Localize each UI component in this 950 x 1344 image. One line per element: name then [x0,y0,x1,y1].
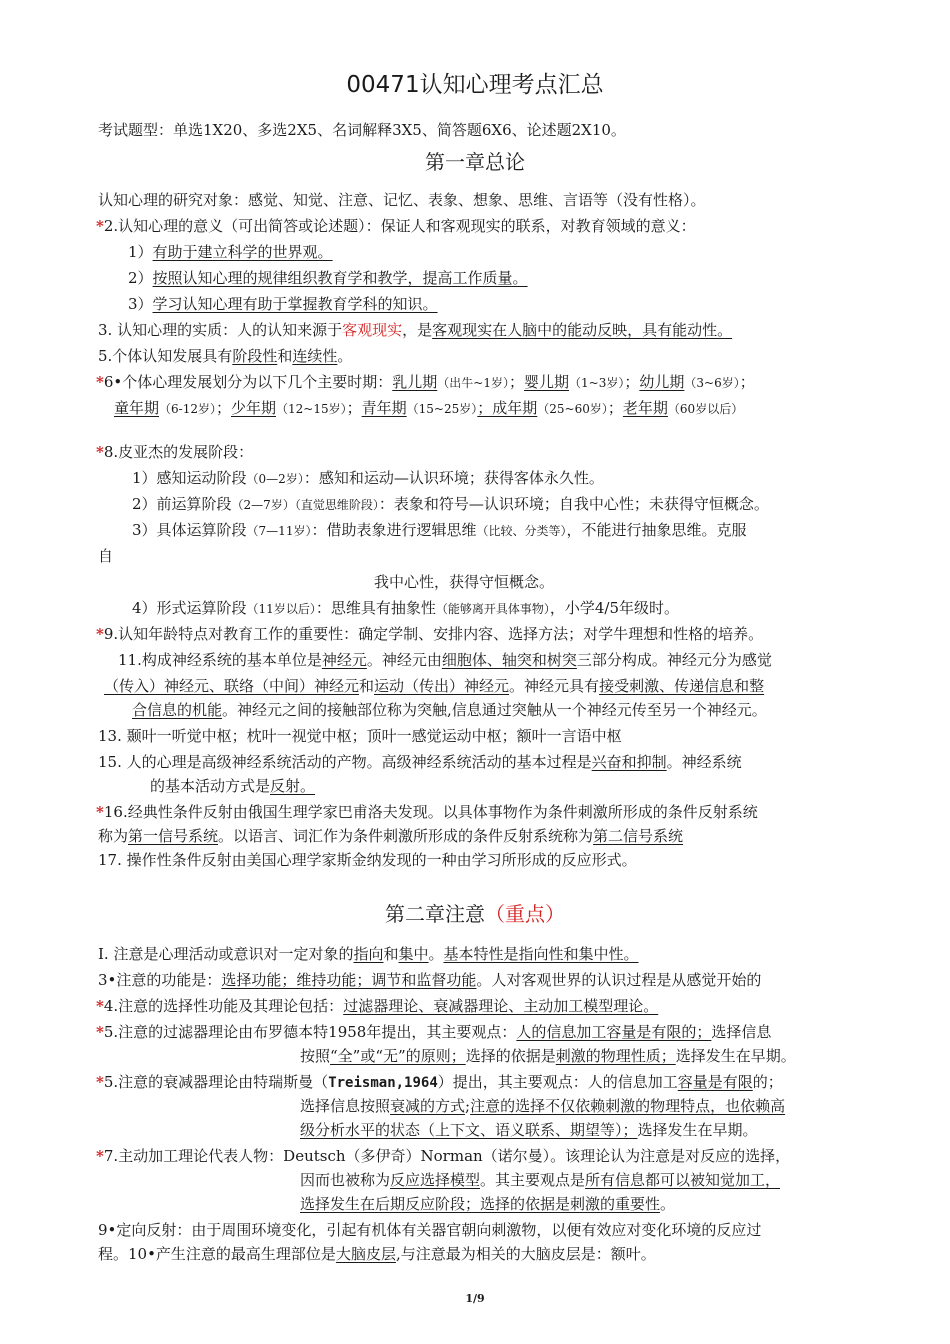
ch1-item-16: *16.经典性条件反射由俄国生理学家巴甫洛夫发现。以具体事物作为条件刺激所形成的条件反射系统 [96,803,758,821]
ch1-item-17: 17. 操作性条件反射由美国心理学家斯金纳发现的一种由学习所形成的反应形式。 [98,851,637,869]
ch2-item-9-cont: 程。10•产生注意的最高生理部位是大脑皮层,与注意最为相关的大脑皮层是：额叶。 [98,1245,656,1263]
star-marker-icon: * [96,217,104,235]
star-marker-icon: * [96,443,104,461]
piaget-stage-4: 4）形式运算阶段（11岁以后）：思维具有抽象性（能够离开具体事物），小学4/5年级时。 [132,599,680,617]
ch2-item-5-filter-cont: 按照“全”或“无”的原则；选择的依据是刺激的物理性质；选择发生在早期。 [300,1047,796,1065]
ch2-item-4: *4.注意的选择性功能及其理论包括：过滤器理论、衰减器理论、主动加工模型理论。 [96,997,659,1015]
page-number: 1/9 [465,1292,485,1305]
ch1-item-15: 15. 人的心理是高级神经系统活动的产物。高级神经系统活动的基本过程是兴奋和抑制。神经系统 [98,753,742,771]
chapter-1-heading: 第一章总论 [425,150,525,174]
ch2-item-3: 3•注意的功能是：选择功能；维持功能；调节和监督功能。人对客观世界的认识过程是从感觉开始的 [98,971,762,989]
ch2-item-5-attenuation-cont2: 级分析水平的状态（上下文、语义联系、期望等）；选择发生在早期。 [300,1121,758,1139]
piaget-stage-3-wrap: 自 [98,547,114,565]
ch1-item-11-cont: （传入）神经元、联络（中间）神经元和运动（传出）神经元。神经元具有接受刺激、传递信息和整 [104,677,765,695]
star-marker-icon: * [96,1147,104,1165]
ch2-item-5-attenuation-cont: 选择信息按照衰减的方式;注意的选择不仅依赖刺激的物理特点，也依赖高 [300,1097,786,1115]
piaget-stage-2: 2）前运算阶段（2—7岁）（直觉思维阶段）：表象和符号—认识环境；自我中心性；未获得守恒概念。 [132,495,769,513]
star-marker-icon: * [96,625,104,643]
ch1-item-15-cont: 的基本活动方式是反射。 [150,777,316,795]
ch1-meaning-2: 2）按照认知心理的规律组织教育学和教学，提高工作质量。 [128,269,528,287]
ch1-item-11: 11.构成神经系统的基本单位是神经元。神经元由细胞体、轴突和树突三部分构成。神经元分为感觉 [118,651,772,669]
star-marker-icon: * [96,1073,104,1091]
chapter-2-heading: 第二章注意（重点） [385,902,565,926]
ch2-item-7-cont: 因而也被称为反应选择模型。其主要观点是所有信息都可以被知觉加工， [300,1171,781,1189]
star-marker-icon: * [96,373,104,391]
star-marker-icon: * [96,997,104,1015]
star-marker-icon: * [96,803,104,821]
ch1-item-6-cont: 童年期（6-12岁）；少年期（12~15岁）；青年期（15~25岁）；成年期（25~60岁）；老年期（60岁以后） [114,399,744,417]
ch1-item-11-cont2: 合信息的机能。神经元之间的接触部位称为突触,信息通过突触从一个神经元传至另一个神经元。 [132,701,767,719]
exam-types-line: 考试题型：单选1X20、多选2X5、名词解释3X5、简答题6X6、论述题2X10。 [98,121,626,139]
document-title: 00471认知心理考点汇总 [346,72,604,98]
ch2-item-7: *7.主动加工理论代表人物：Deutsch（多伊奇）Norman（诺尔曼）。该理论认为注意是对反应的选择， [96,1147,791,1165]
ch2-item-9: 9•定向反射：由于周围环境变化，引起有机体有关器官朝向刺激物，以便有效应对变化环境的反应过 [98,1221,762,1239]
ch2-item-7-cont2: 选择发生在后期反应阶段；选择的依据是刺激的重要性。 [300,1195,676,1213]
ch1-item-16-cont: 称为第一信号系统。以语言、词汇作为条件刺激所形成的条件反射系统称为第二信号系统 [98,827,684,845]
ch1-research-objects: 认知心理的研究对象：感觉、知觉、注意、记忆、表象、想象、思维、言语等（没有性格）。 [98,191,706,209]
ch1-item-13: 13. 颞叶一听觉中枢；枕叶一视觉中枢；顶叶一感觉运动中枢；额叶一言语中枢 [98,727,622,745]
piaget-stage-3-cont: 我中心性，获得守恒概念。 [374,573,555,591]
star-marker-icon: * [96,1023,104,1041]
ch1-item-8: *8.皮亚杰的发展阶段： [96,443,254,461]
piaget-stage-3: 3）具体运算阶段（7—11岁）：借助表象进行逻辑思维（比较、分类等），不能进行抽象思维。克服 [132,521,747,539]
ch1-meaning-1: 1）有助于建立科学的世界观。 [128,243,333,261]
ch2-item-5-attenuation: *5.注意的衰减器理论由特瑞斯曼（Treisman,1964）提出，其主要观点：人的信息加工容量是有限的； [96,1073,783,1091]
ch1-item-9: *9.认知年龄特点对教育工作的重要性：确定学制、安排内容、选择方法；对学牛理想和性格的培养。 [96,625,764,643]
ch1-item-3: 3. 认知心理的实质：人的认知来源于客观现实，是客观现实在人脑中的能动反映，具有能动性。 [98,321,733,339]
ch2-item-5-filter: *5.注意的过滤器理论由布罗德本特1958年提出，其主要观点：人的信息加工容量是有限的；选择信息 [96,1023,772,1041]
ch1-item-2: *2.认知心理的意义（可出简答或论述题）：保证人和客观现实的联系，对教育领域的意义： [96,217,696,235]
ch1-item-5: 5.个体认知发展具有阶段性和连续性。 [98,347,353,365]
ch1-meaning-3: 3）学习认知心理有助于掌握教育学科的知识。 [128,295,438,313]
ch1-item-6: *6•个体心理发展划分为以下几个主要时期：乳儿期（出牛~1岁）；婴儿期（1~3岁）；幼儿期（3~6岁）； [96,373,755,391]
ch2-item-1: I. 注意是心理活动或意识对一定对象的指向和集中。基本特性是指向性和集中性。 [98,945,639,963]
piaget-stage-1: 1）感知运动阶段（0—2岁）：感知和运动—认识环境；获得客体永久性。 [132,469,604,487]
